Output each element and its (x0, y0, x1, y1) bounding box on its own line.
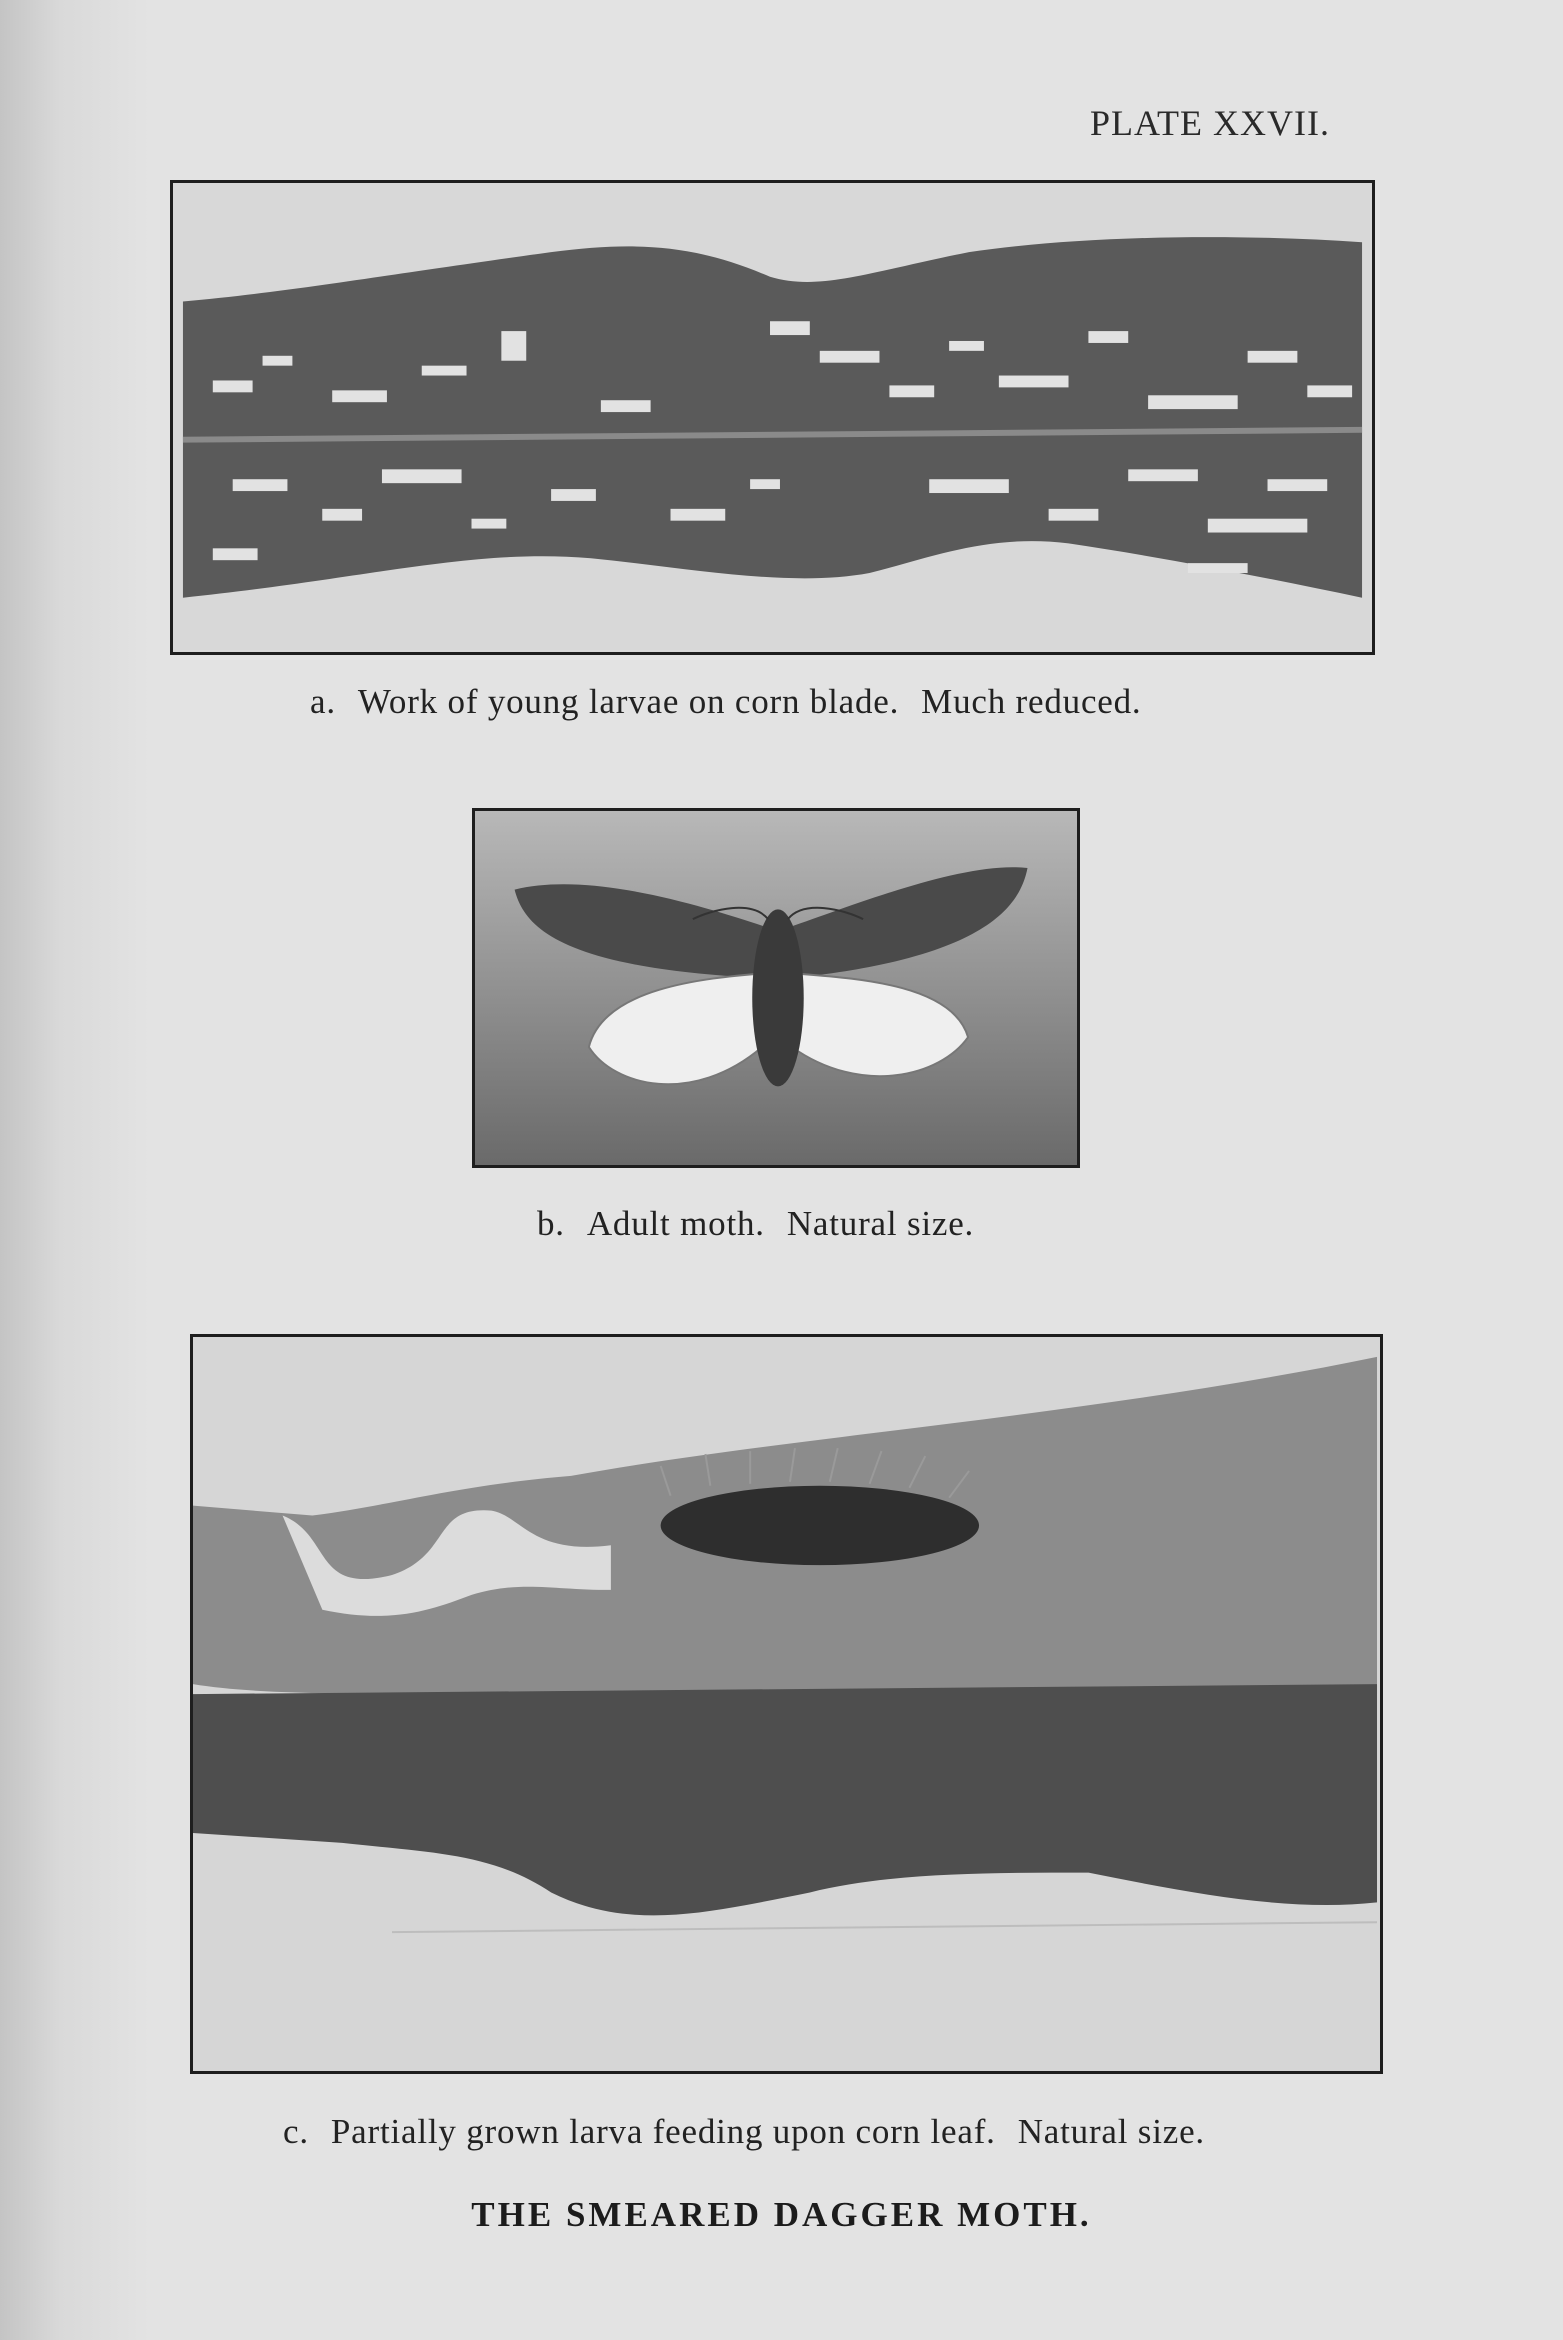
figure-c-caption (283, 2112, 1205, 2152)
corn-blade-damage-illustration (173, 183, 1372, 652)
figure-b-scale: Natural size. (786, 1204, 975, 1243)
larva-on-corn-leaf-illustration (193, 1337, 1380, 2071)
figure-a-caption (310, 682, 1141, 722)
figure-b-letter: b. (537, 1204, 565, 1243)
adult-moth-illustration (475, 811, 1077, 1165)
figure-b-photo (472, 808, 1080, 1168)
figure-c-scale: Natural size. (1017, 2112, 1205, 2151)
figure-a-photo (170, 180, 1375, 655)
figure-b-caption-text: Adult moth. (586, 1204, 765, 1243)
figure-a-caption-text: Work of young larvae on corn blade. (357, 682, 900, 721)
plate-number: PLATE XXVII. (1090, 103, 1330, 143)
figure-c-photo (190, 1334, 1383, 2074)
figure-a-letter: a. (310, 682, 336, 721)
plate-title: THE SMEARED DAGGER MOTH. (471, 2195, 1092, 2234)
page-binding-shadow (0, 0, 150, 2340)
figure-c-letter: c. (283, 2112, 309, 2151)
figure-b-caption (537, 1204, 974, 1244)
figure-a-scale: Much reduced. (921, 682, 1142, 721)
figure-c-caption-text: Partially grown larva feeding upon corn leaf. (330, 2112, 996, 2151)
